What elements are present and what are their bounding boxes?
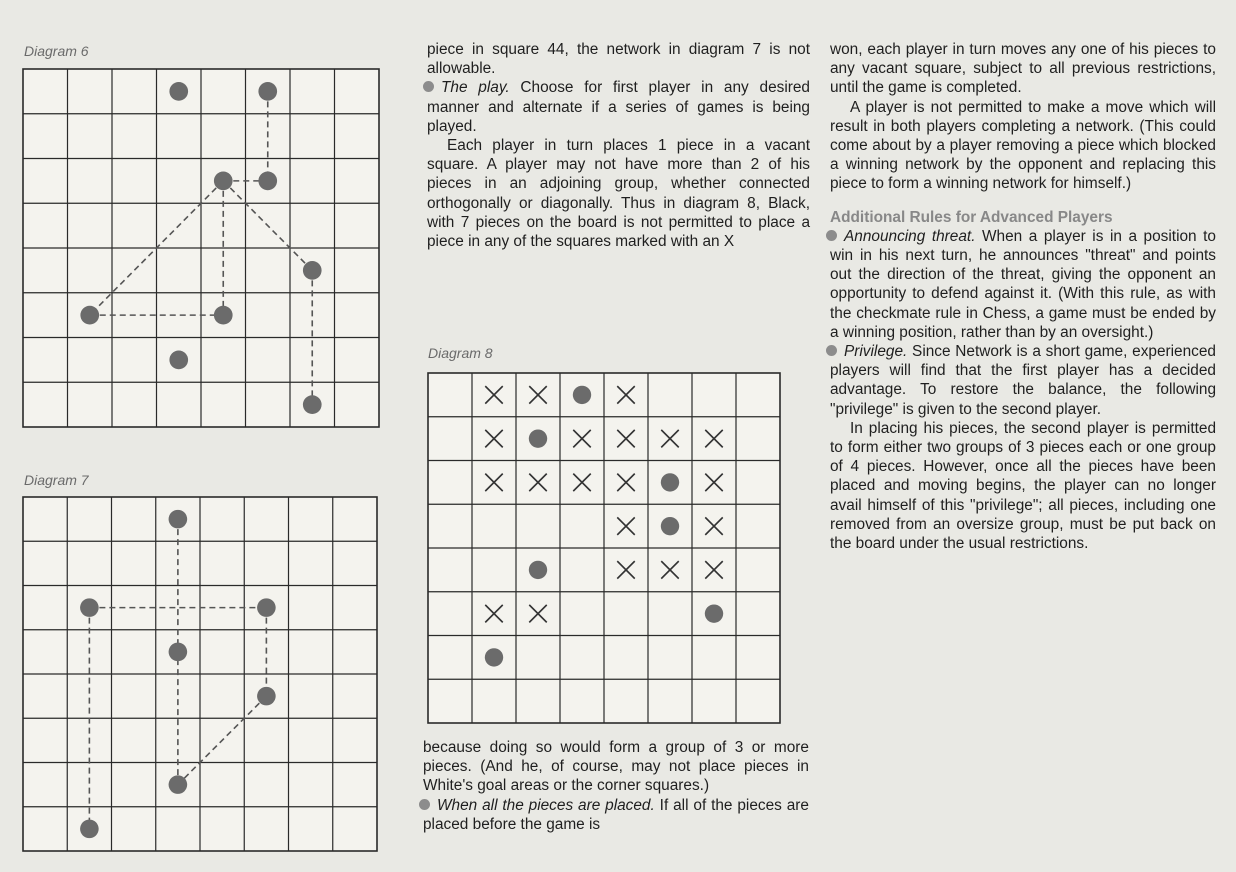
paragraph-not-permitted: A player is not permitted to make a move which will result in both players completing a network. (This could come about by a player removing a piece which blocked a winning network by the opponent and replacing this piece to form a winning network for himself.)	[830, 98, 1216, 193]
game-piece	[257, 687, 276, 706]
column-2-top	[427, 40, 810, 251]
game-piece	[303, 395, 322, 414]
bullet-icon	[423, 81, 434, 92]
game-piece	[169, 510, 188, 529]
game-piece	[705, 604, 723, 622]
game-piece	[258, 82, 277, 101]
game-piece	[80, 820, 99, 839]
run-in-heading: Privilege.	[844, 343, 908, 361]
game-piece	[573, 386, 591, 404]
paragraph-text: Choose for first player in any desired manner and alternate if a series of games is being played.	[427, 79, 810, 135]
paragraph-privilege	[830, 342, 1216, 419]
paragraph-text: Since Network is a short game, experienced players will find that the first player has a decided advantage. To restore the balance, the following "privilege" is given to the second player.	[830, 343, 1216, 418]
game-piece	[214, 172, 233, 191]
diagram6-caption: Diagram 6	[24, 43, 89, 59]
game-piece	[80, 598, 99, 617]
diagram6-board	[22, 68, 380, 428]
column-3	[830, 40, 1216, 553]
diagram8-board	[427, 372, 781, 724]
game-piece	[661, 517, 679, 535]
diagram7-board	[22, 496, 378, 852]
game-piece	[529, 561, 547, 579]
game-piece	[214, 306, 233, 325]
column-2-bottom	[423, 738, 809, 834]
section-heading: Additional Rules for Advanced Players	[830, 208, 1113, 226]
paragraph-because: because doing so would form a group of 3 or more pieces. (And he, of course, may not place pieces in White's goal areas or the corner squares.)	[423, 739, 809, 795]
diagram7-caption: Diagram 7	[24, 472, 89, 488]
game-piece	[169, 775, 188, 794]
paragraph-all-placed	[423, 796, 809, 834]
game-piece	[257, 598, 276, 617]
bullet-icon	[419, 799, 430, 810]
paragraph-second-player: In placing his pieces, the second player is permitted to form either two groups of 3 pieces each or one group of 4 pieces. However, once all the pieces have been placed and moving begins, the player can no longer avail himself of this "privilege"; all pieces, including one removed from an oversize group, must be put back on the board under the usual restrictions.	[830, 419, 1216, 553]
game-piece	[258, 172, 277, 191]
paragraph-the-play	[427, 78, 810, 136]
paragraph-text: When a player is in a position to win in his next turn, he announces "threat" and points out the direction of the threat, giving the opponent an opportunity to defend against it. (With this rule, as with the checkmate rule in Chess, a game must be ended by a winning position, rather than by an oversight.)	[830, 227, 1216, 341]
game-piece	[661, 473, 679, 491]
game-piece	[485, 648, 503, 666]
bullet-icon	[826, 230, 837, 241]
game-piece	[169, 643, 188, 662]
run-in-heading: The play.	[441, 79, 510, 97]
game-piece	[303, 261, 322, 280]
paragraph-continuation: piece in square 44, the network in diagram 7 is not allowable.	[427, 41, 810, 78]
run-in-heading: When all the pieces are placed.	[437, 796, 655, 814]
game-piece	[80, 306, 99, 325]
paragraph-text: If all of the pieces are placed before the game is	[423, 796, 809, 833]
bullet-icon	[826, 345, 837, 356]
paragraph-won: won, each player in turn moves any one of his pieces to any vacant square, subject to all previous restrictions, until the game is completed.	[830, 41, 1216, 97]
paragraph-threat	[830, 227, 1216, 342]
run-in-heading: Announcing threat.	[844, 227, 976, 245]
diagram8-caption: Diagram 8	[428, 345, 493, 361]
game-piece	[169, 82, 188, 101]
game-piece	[169, 351, 188, 370]
game-piece	[529, 429, 547, 447]
paragraph-placement: Each player in turn places 1 piece in a vacant square. A player may not have more than 2 of his pieces in an adjoining group, whether connected orthogonally or diagonally. Thus in diagram 8, Black, with 7 pieces on the board is not permitted to place a piece in any of the squares marked with an X	[427, 137, 810, 251]
